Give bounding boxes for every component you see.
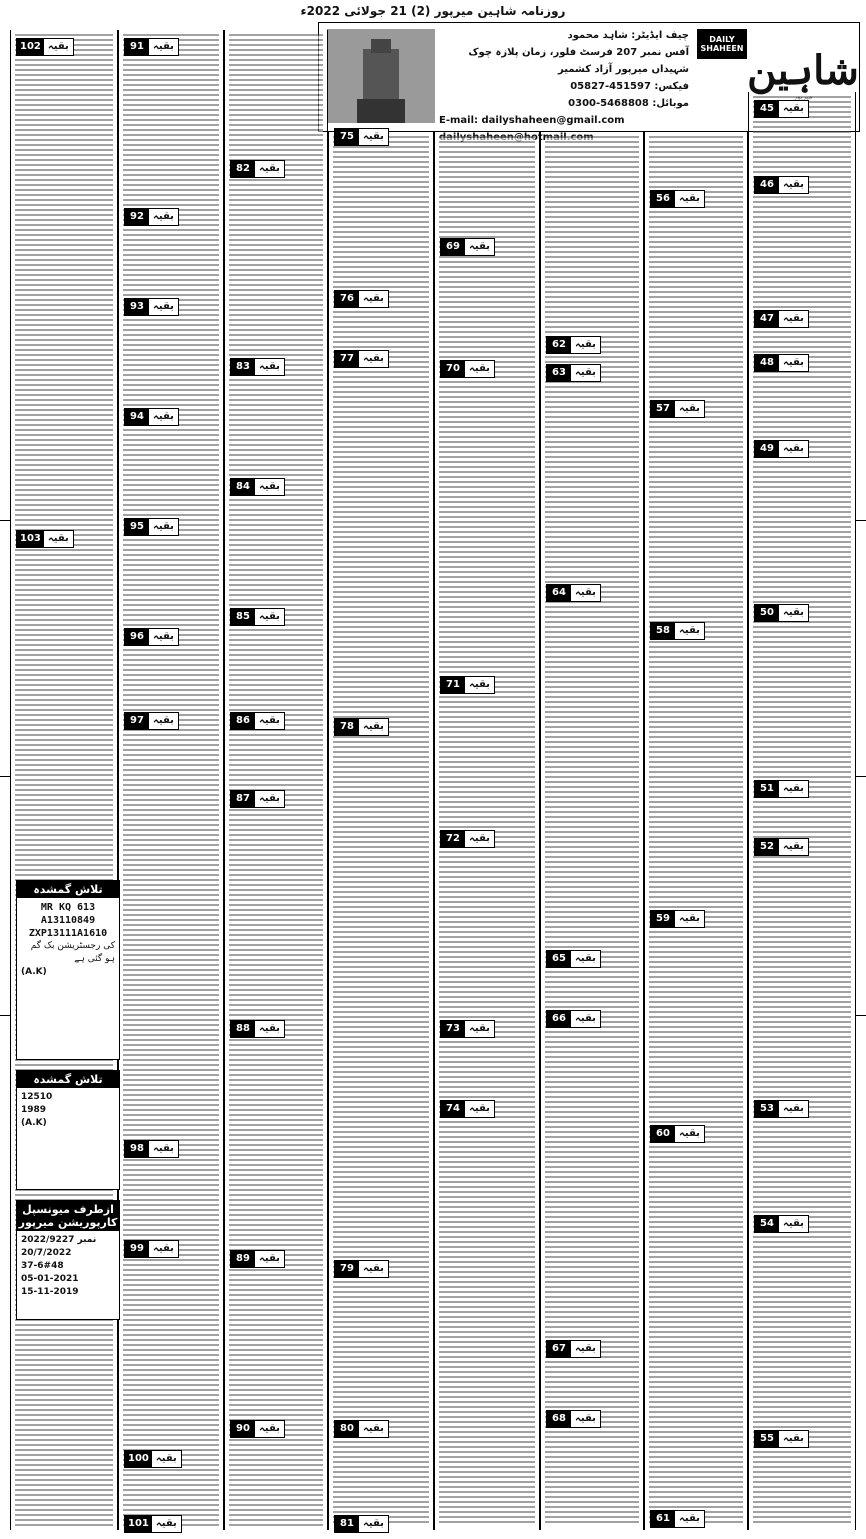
continuation-tag xyxy=(754,1100,809,1118)
continuation-label: بقیہ xyxy=(575,587,596,598)
masthead-badge: DAILY SHAHEEN xyxy=(697,29,747,59)
continuation-number: 67 xyxy=(547,1341,571,1357)
continuation-label: بقیہ xyxy=(259,715,280,726)
corp-notice-date: 20/7/2022 xyxy=(21,1248,72,1258)
continuation-tag xyxy=(754,1215,809,1233)
phone-label: فیکس: xyxy=(654,81,689,92)
continuation-number: 70 xyxy=(441,361,465,377)
address-line: آفس نمبر 207 فرسٹ فلور، زمان پلازہ چوک شہیداں میرپور آزاد کشمیر xyxy=(468,47,689,75)
fold-mark xyxy=(0,520,10,521)
continuation-tag xyxy=(16,38,74,56)
corp-notice-id-2: 05-01-2021 xyxy=(21,1274,79,1284)
continuation-label: بقیہ xyxy=(783,841,804,852)
continuation-tag xyxy=(334,290,389,308)
continuation-number: 89 xyxy=(231,1251,255,1267)
continuation-label: بقیہ xyxy=(783,1103,804,1114)
continuation-tag xyxy=(440,676,495,694)
continuation-number: 82 xyxy=(231,161,255,177)
continuation-tag xyxy=(440,360,495,378)
continuation-label: بقیہ xyxy=(259,1023,280,1034)
continuation-number: 58 xyxy=(651,623,675,639)
corp-notice-id-1: 37-6#48 xyxy=(21,1261,64,1271)
continuation-tag xyxy=(230,1250,285,1268)
continuation-number: 101 xyxy=(125,1516,152,1532)
column-text-lines xyxy=(649,136,743,1526)
continuation-number: 51 xyxy=(755,781,779,797)
lost-notice-2-title: تلاش گمشدہ xyxy=(17,1071,119,1088)
continuation-label: بقیہ xyxy=(363,353,384,364)
continuation-number: 96 xyxy=(125,629,149,645)
continuation-number: 62 xyxy=(547,337,571,353)
fold-mark xyxy=(856,1015,866,1016)
continuation-tag xyxy=(124,38,179,56)
continuation-number: 95 xyxy=(125,519,149,535)
continuation-tag xyxy=(124,208,179,226)
continuation-tag xyxy=(334,1420,389,1438)
continuation-label: بقیہ xyxy=(679,1513,700,1524)
continuation-label: بقیہ xyxy=(153,631,174,642)
continuation-tag xyxy=(230,790,285,808)
continuation-label: بقیہ xyxy=(153,411,174,422)
continuation-tag xyxy=(754,604,809,622)
continuation-number: 93 xyxy=(125,299,149,315)
continuation-label: بقیہ xyxy=(363,1518,384,1529)
column-text-lines xyxy=(229,34,323,1526)
continuation-label: بقیہ xyxy=(783,1433,804,1444)
continuation-number: 86 xyxy=(231,713,255,729)
continuation-label: بقیہ xyxy=(47,41,69,52)
continuation-label: بقیہ xyxy=(153,521,174,532)
news-column xyxy=(644,132,748,1530)
continuation-number: 64 xyxy=(547,585,571,601)
continuation-number: 80 xyxy=(335,1421,359,1437)
continuation-tag xyxy=(124,1140,179,1158)
logo-text: شاہین xyxy=(747,47,859,94)
continuation-label: بقیہ xyxy=(783,357,804,368)
continuation-tag xyxy=(754,440,809,458)
continuation-tag xyxy=(334,128,389,146)
corp-notice-title: ازطرف میونسپل کارپوریشن میرپور xyxy=(18,1203,118,1229)
continuation-number: 57 xyxy=(651,401,675,417)
continuation-tag xyxy=(334,1515,389,1533)
continuation-number: 91 xyxy=(125,39,149,55)
lost-notice-advertiser: (A.K) xyxy=(21,967,47,977)
continuation-tag xyxy=(230,358,285,376)
continuation-tag xyxy=(754,354,809,372)
continuation-number: 92 xyxy=(125,209,149,225)
lost-notice-body: کی رجسٹریشن بک گم ہو گئی ہے xyxy=(30,941,115,964)
continuation-number: 97 xyxy=(125,713,149,729)
mobile-line xyxy=(439,95,689,112)
continuation-number: 83 xyxy=(231,359,255,375)
continuation-label: بقیہ xyxy=(575,1343,596,1354)
lost-notice xyxy=(16,880,120,1060)
email-label: E-mail: xyxy=(439,115,479,126)
lost-notice-title: تلاش گمشدہ xyxy=(17,881,119,898)
continuation-number: 54 xyxy=(755,1216,779,1232)
continuation-label: بقیہ xyxy=(363,293,384,304)
continuation-label: بقیہ xyxy=(469,833,490,844)
continuation-number: 60 xyxy=(651,1126,675,1142)
mobile-label: موبائل: xyxy=(652,98,689,109)
continuation-tag xyxy=(546,584,601,602)
email-1[interactable]: dailyshaheen@gmail.com xyxy=(481,115,625,126)
lost-notice-plate: MR KQ 613 xyxy=(40,902,96,913)
continuation-number: 87 xyxy=(231,791,255,807)
continuation-label: بقیہ xyxy=(363,1263,384,1274)
continuation-number: 84 xyxy=(231,479,255,495)
news-column xyxy=(224,30,328,1530)
continuation-tag xyxy=(440,1100,495,1118)
continuation-number: 90 xyxy=(231,1421,255,1437)
continuation-label: بقیہ xyxy=(679,1128,700,1139)
continuation-label: بقیہ xyxy=(575,1013,596,1024)
masthead-photo xyxy=(327,29,435,123)
continuation-label: بقیہ xyxy=(259,611,280,622)
continuation-label: بقیہ xyxy=(575,1413,596,1424)
continuation-tag xyxy=(124,298,179,316)
fold-mark xyxy=(0,1015,10,1016)
continuation-tag xyxy=(124,712,179,730)
continuation-label: بقیہ xyxy=(469,1103,490,1114)
continuation-label: بقیہ xyxy=(783,607,804,618)
continuation-label: بقیہ xyxy=(679,913,700,924)
email-line xyxy=(439,112,689,129)
continuation-number: 49 xyxy=(755,441,779,457)
continuation-number: 52 xyxy=(755,839,779,855)
continuation-number: 72 xyxy=(441,831,465,847)
continuation-tag xyxy=(230,712,285,730)
continuation-number: 50 xyxy=(755,605,779,621)
continuation-tag xyxy=(754,838,809,856)
continuation-number: 75 xyxy=(335,129,359,145)
continuation-label: بقیہ xyxy=(783,103,804,114)
continuation-label: بقیہ xyxy=(783,313,804,324)
continuation-label: بقیہ xyxy=(153,211,174,222)
continuation-tag xyxy=(230,608,285,626)
continuation-number: 55 xyxy=(755,1431,779,1447)
continuation-label: بقیہ xyxy=(679,625,700,636)
continuation-tag xyxy=(546,1010,601,1028)
continuation-number: 45 xyxy=(755,101,779,117)
continuation-label: بقیہ xyxy=(575,367,596,378)
continuation-number: 74 xyxy=(441,1101,465,1117)
continuation-number: 59 xyxy=(651,911,675,927)
continuation-tag xyxy=(334,350,389,368)
continuation-number: 65 xyxy=(547,951,571,967)
continuation-number: 56 xyxy=(651,191,675,207)
continuation-tag xyxy=(440,1020,495,1038)
mobile-value: 0300-5468808 xyxy=(568,98,649,109)
fold-mark xyxy=(0,776,10,777)
continuation-tag xyxy=(124,628,179,646)
continuation-number: 53 xyxy=(755,1101,779,1117)
continuation-number: 46 xyxy=(755,177,779,193)
continuation-label: بقیہ xyxy=(155,1453,177,1464)
continuation-label: بقیہ xyxy=(679,403,700,414)
continuation-label: بقیہ xyxy=(153,1243,174,1254)
continuation-tag xyxy=(650,400,705,418)
continuation-label: بقیہ xyxy=(783,1218,804,1229)
continuation-tag xyxy=(230,1420,285,1438)
continuation-label: بقیہ xyxy=(469,241,490,252)
news-column xyxy=(328,132,434,1530)
continuation-tag xyxy=(754,310,809,328)
continuation-number: 77 xyxy=(335,351,359,367)
continuation-label: بقیہ xyxy=(153,715,174,726)
continuation-tag xyxy=(754,176,809,194)
news-column xyxy=(748,92,856,1530)
continuation-label: بقیہ xyxy=(363,1423,384,1434)
continuation-tag xyxy=(124,1515,182,1533)
continuation-tag xyxy=(230,478,285,496)
continuation-tag xyxy=(754,780,809,798)
lost-notice-chassis: A13110849 xyxy=(40,915,96,926)
fold-mark xyxy=(856,776,866,777)
continuation-number: 85 xyxy=(231,609,255,625)
continuation-number: 81 xyxy=(335,1516,359,1532)
column-text-lines xyxy=(333,136,429,1526)
continuation-label: بقیہ xyxy=(469,679,490,690)
continuation-tag xyxy=(334,1260,389,1278)
continuation-label: بقیہ xyxy=(783,443,804,454)
editor-line: چیف ایڈیٹر: شاہد محمود xyxy=(567,30,689,41)
continuation-label: بقیہ xyxy=(679,193,700,204)
continuation-tag xyxy=(440,830,495,848)
continuation-label: بقیہ xyxy=(259,163,280,174)
continuation-tag xyxy=(754,1430,809,1448)
continuation-label: بقیہ xyxy=(259,361,280,372)
news-column xyxy=(118,30,224,1530)
continuation-label: بقیہ xyxy=(259,481,280,492)
corp-notice xyxy=(16,1200,120,1320)
continuation-tag xyxy=(546,336,601,354)
phone-line xyxy=(439,78,689,95)
continuation-tag xyxy=(650,1510,705,1528)
continuation-number: 63 xyxy=(547,365,571,381)
continuation-tag xyxy=(546,950,601,968)
continuation-tag xyxy=(230,1020,285,1038)
continuation-label: بقیہ xyxy=(259,1253,280,1264)
continuation-label: بقیہ xyxy=(575,339,596,350)
continuation-tag xyxy=(124,1240,179,1258)
continuation-tag xyxy=(546,1410,601,1428)
continuation-number: 100 xyxy=(125,1451,152,1467)
continuation-number: 94 xyxy=(125,409,149,425)
continuation-number: 47 xyxy=(755,311,779,327)
continuation-tag xyxy=(650,622,705,640)
continuation-tag xyxy=(334,718,389,736)
lost-notice-2-advertiser: (A.K) xyxy=(21,1118,47,1128)
continuation-tag xyxy=(650,190,705,208)
corp-notice-ref: نمبر 2022/9227 xyxy=(21,1235,97,1245)
column-text-lines xyxy=(123,34,219,1526)
running-head: روزنامہ شاہین میرپور (2) 21 جولائی 2022ء xyxy=(300,4,566,18)
continuation-label: بقیہ xyxy=(469,1023,490,1034)
continuation-number: 88 xyxy=(231,1021,255,1037)
continuation-number: 66 xyxy=(547,1011,571,1027)
continuation-number: 69 xyxy=(441,239,465,255)
continuation-label: بقیہ xyxy=(153,41,174,52)
lost-notice-2 xyxy=(16,1070,120,1190)
continuation-number: 48 xyxy=(755,355,779,371)
continuation-tag xyxy=(650,910,705,928)
continuation-label: بقیہ xyxy=(783,179,804,190)
continuation-number: 78 xyxy=(335,719,359,735)
continuation-label: بقیہ xyxy=(153,1143,174,1154)
continuation-tag xyxy=(16,530,74,548)
continuation-label: بقیہ xyxy=(783,783,804,794)
continuation-number: 76 xyxy=(335,291,359,307)
continuation-label: بقیہ xyxy=(47,533,69,544)
continuation-number: 71 xyxy=(441,677,465,693)
continuation-number: 103 xyxy=(17,531,44,547)
lost-notice-engine: ZXP13111A1610 xyxy=(28,928,108,939)
continuation-label: بقیہ xyxy=(259,793,280,804)
continuation-number: 99 xyxy=(125,1241,149,1257)
fold-mark xyxy=(856,520,866,521)
continuation-tag xyxy=(124,1450,182,1468)
lost-notice-2-line2: 1989 xyxy=(21,1105,47,1115)
lost-notice-2-line1: 12510 xyxy=(21,1092,53,1102)
continuation-tag xyxy=(546,364,601,382)
continuation-tag xyxy=(650,1125,705,1143)
continuation-number: 79 xyxy=(335,1261,359,1277)
continuation-tag xyxy=(440,238,495,256)
continuation-label: بقیہ xyxy=(155,1518,177,1529)
corp-notice-id-3: 15-11-2019 xyxy=(21,1287,79,1297)
continuation-label: بقیہ xyxy=(363,131,384,142)
continuation-number: 73 xyxy=(441,1021,465,1037)
continuation-number: 68 xyxy=(547,1411,571,1427)
contact-block xyxy=(439,27,689,126)
continuation-number: 98 xyxy=(125,1141,149,1157)
continuation-tag xyxy=(124,518,179,536)
phone-value: 05827-451597 xyxy=(570,81,651,92)
continuation-label: بقیہ xyxy=(469,363,490,374)
continuation-number: 102 xyxy=(17,39,44,55)
continuation-tag xyxy=(230,160,285,178)
continuation-tag xyxy=(546,1340,601,1358)
continuation-tag xyxy=(754,100,809,118)
continuation-label: بقیہ xyxy=(153,301,174,312)
monument-illustration xyxy=(327,29,435,123)
continuation-label: بقیہ xyxy=(363,721,384,732)
continuation-tag xyxy=(124,408,179,426)
continuation-label: بقیہ xyxy=(259,1423,280,1434)
continuation-label: بقیہ xyxy=(575,953,596,964)
continuation-number: 61 xyxy=(651,1511,675,1527)
